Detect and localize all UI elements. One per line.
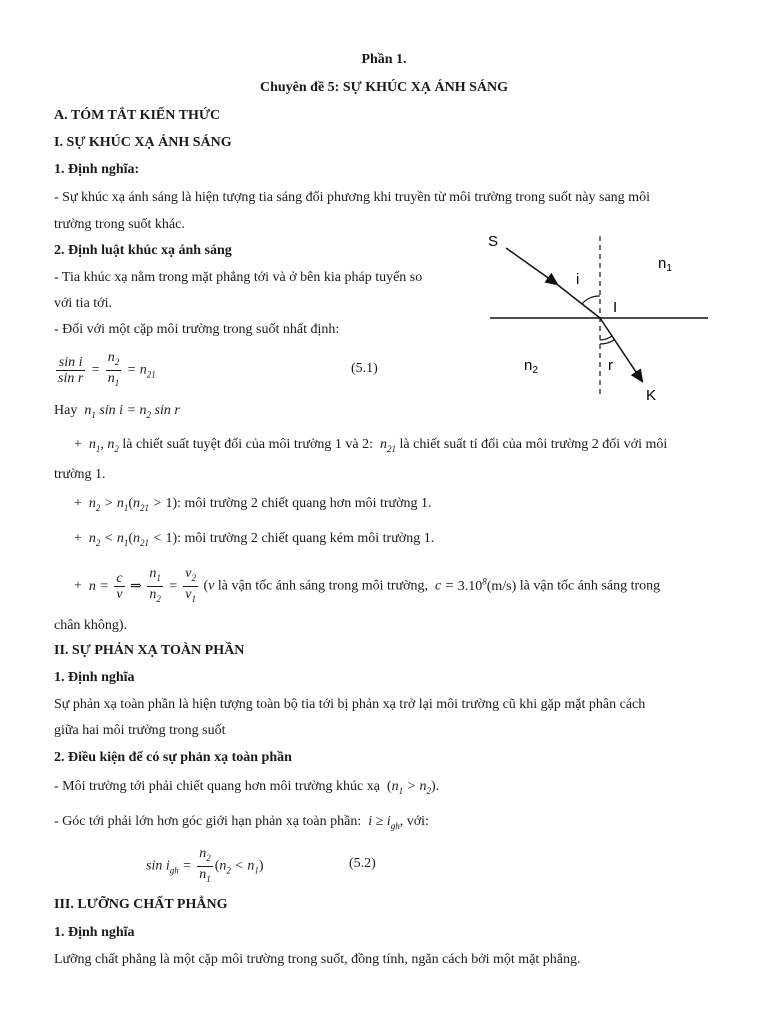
definition-line-2: trường trong suốt khác. bbox=[54, 217, 185, 232]
bullet-more-refractive: + $n_2 > n_1(n_{21} > 1)$: môi trường 2 chiết quang hơn môi trường 1. bbox=[74, 496, 432, 513]
section-1-heading: I. SỰ KHÚC XẠ ÁNH SÁNG bbox=[54, 135, 232, 150]
plane-dioptre-definition: Lưỡng chất phẳng là một cặp môi trường trong suốt, đồng tính, ngăn cách bởi một mặt phẳng. bbox=[54, 952, 581, 967]
bullet-1-text-a: là chiết suất tuyệt đối của môi trường 1 và 2: bbox=[122, 437, 374, 452]
bullet-2-text: : môi trường 2 chiết quang hơn môi trường 1. bbox=[177, 496, 432, 511]
label-point-i: I bbox=[613, 299, 618, 316]
refraction-angle-arc bbox=[600, 336, 612, 340]
label-refraction-angle: r bbox=[608, 357, 613, 374]
snell-law-line bbox=[54, 403, 180, 420]
label-incident-angle: i bbox=[576, 271, 580, 288]
total-reflection-definition-line-1: Sự phản xạ toàn phần là hiện tượng toàn bộ tia tới bị phản xạ trở lại môi trường cũ khi gặp mặt phân cách bbox=[54, 697, 646, 712]
section-2-heading: II. SỰ PHẢN XẠ TOÀN PHẦN bbox=[54, 643, 245, 658]
bullet-4-text-b: là vận tốc ánh sáng trong bbox=[519, 578, 661, 594]
definition-heading: 1. Định nghĩa: bbox=[54, 162, 140, 177]
equation-5-1: $\frac{\text{sin i}}{\text{sin r}}$ = $\frac{n_2}{n_1}$ = $n_{21}$ bbox=[58, 350, 156, 388]
part-title: Phần 1. bbox=[361, 52, 407, 67]
equation-5-2: $\sin i_{gh}$ = $\frac{n_2}{n_1}$ $(n_2 < n_1)$ bbox=[146, 846, 264, 884]
bullet-1-line-2: trường 1. bbox=[54, 467, 106, 482]
refraction-diagram bbox=[480, 228, 720, 408]
conditions-heading: 2. Điều kiện để có sự phản xạ toàn phần bbox=[54, 750, 292, 765]
bullet-less-refractive: + $n_2 < n_1(n_{21} < 1)$: môi trường 2 chiết quang kém môi trường 1. bbox=[74, 531, 435, 548]
hay-word: Hay bbox=[54, 403, 78, 418]
label-n1: $n_1$ bbox=[658, 255, 672, 274]
bullet-4-text-a: là vận tốc ánh sáng trong môi trường, bbox=[217, 578, 429, 594]
equation-5-1-tag: (5.1) bbox=[351, 361, 378, 376]
snell-law-formula: $n_1$ $\sin i = n_2$ sin r bbox=[84, 403, 180, 420]
definition-line-1: - Sự khúc xạ ánh sáng là hiện tượng tia sáng đổi phương khi truyền từ môi trường trong suốt này sang môi bbox=[54, 190, 650, 205]
bullet-1-text-b: là chiết suất tỉ đối của môi trường 2 đối với môi bbox=[399, 437, 668, 452]
law-line-1: - Tia khúc xạ nằm trong mặt phẳng tới và ở bên kia pháp tuyến so bbox=[54, 270, 423, 285]
condition-2-text: - Góc tới phải lớn hơn góc giới hạn phản xạ toàn phần: bbox=[54, 814, 362, 829]
section-3-heading: III. LƯỠNG CHẤT PHẲNG bbox=[54, 897, 228, 912]
refraction-angle-arc-2 bbox=[600, 340, 614, 344]
condition-2: - Góc tới phải lớn hơn góc giới hạn phản xạ toàn phần: $i \ge i_{gh}$, với: bbox=[54, 814, 429, 831]
bullet-absolute-index: + $n_1$, $n_2$ là chiết suất tuyệt đối của môi trường 1 và 2: $n_{21}$ là chiết suất tỉ đối của môi trường 2 đối với môi bbox=[74, 437, 668, 454]
bullet-velocity: + n = $\frac{c}{v}$ ⇒ $\frac{n_1}{n_2}$ = $\frac{v_2}{v_1}$ (v là vận tốc ánh sáng trong môi trường, $c = 3.10^8(m/s)$ là vận tốc ánh sáng trong bbox=[74, 566, 661, 604]
equation-5-2-tag: (5.2) bbox=[349, 856, 376, 871]
law-line-2: với tia tới. bbox=[54, 296, 112, 311]
refracted-ray bbox=[600, 318, 640, 378]
law-line-3: - Đối với một cặp môi trường trong suốt nhất định: bbox=[54, 322, 340, 337]
bullet-4-line-2: chân không). bbox=[54, 618, 128, 633]
label-s: S bbox=[488, 233, 499, 250]
refraction-law-heading: 2. Định luật khúc xạ ánh sáng bbox=[54, 243, 232, 258]
section-a-heading: A. TÓM TẮT KIẾN THỨC bbox=[54, 108, 221, 123]
label-n2: $n_2$ bbox=[524, 357, 538, 376]
condition-1-text: - Môi trường tới phải chiết quang hơn môi trường khúc xạ bbox=[54, 779, 380, 794]
incident-ray-arrow bbox=[506, 248, 554, 282]
total-reflection-definition-line-2: giữa hai môi trường trong suốt bbox=[54, 723, 226, 738]
condition-1: - Môi trường tới phải chiết quang hơn môi trường khúc xạ $(n_1 > n_2)$. bbox=[54, 779, 440, 796]
bullet-3-text: : môi trường 2 chiết quang kém môi trường 1. bbox=[177, 531, 435, 546]
incident-angle-arc bbox=[582, 296, 600, 304]
total-reflection-definition-heading: 1. Định nghĩa bbox=[54, 670, 135, 685]
topic-title: Chuyên đề 5: SỰ KHÚC XẠ ÁNH SÁNG bbox=[259, 80, 508, 95]
plane-dioptre-definition-heading: 1. Định nghĩa bbox=[54, 925, 135, 940]
condition-2-tail: , với: bbox=[399, 814, 429, 829]
label-k: K bbox=[646, 387, 657, 404]
